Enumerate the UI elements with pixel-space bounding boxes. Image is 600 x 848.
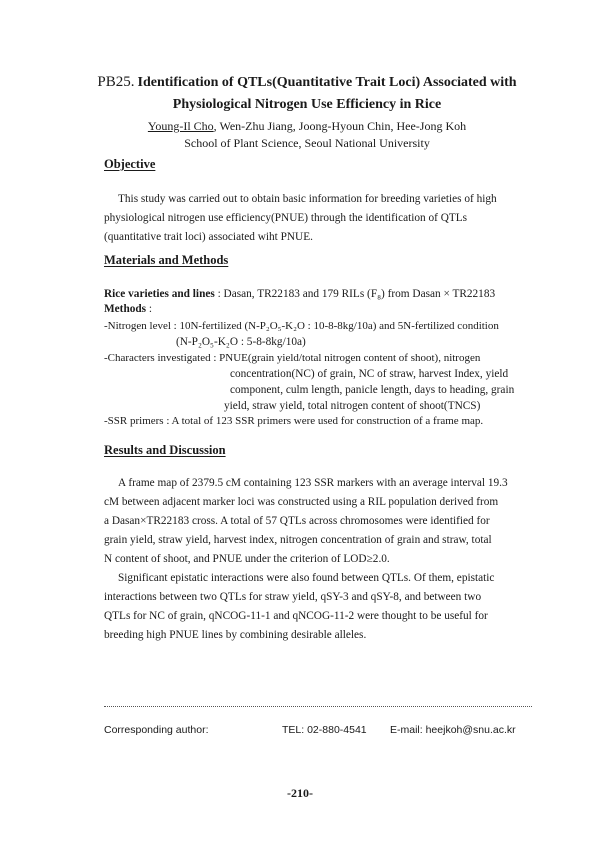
characters-line-3: component, culm length, panicle length, days to heading, grain — [230, 384, 515, 396]
results-line: breeding high PNUE lines by combining desirable alleles. — [104, 629, 367, 641]
results-paragraph-2 — [104, 569, 532, 645]
first-author: Young-Il Cho — [147, 119, 214, 133]
methods-colon: : — [146, 303, 153, 315]
results-line: a Dasan×TR22183 cross. A total of 57 QTLs across chromosomes were identified for — [104, 515, 490, 527]
objective-heading: Objective — [104, 157, 156, 171]
results-line: interactions between two QTLs for straw yield, qSY-3 and qSY-8, and between two — [104, 591, 482, 603]
results-line: QTLs for NC of grain, qNCOG-11-1 and qNCOG-11-2 were thought to be useful for — [104, 610, 488, 622]
other-authors: , Wen-Zhu Jiang, Joong-Hyoun Chin, Hee-Jong Koh — [213, 119, 467, 133]
title-block — [72, 72, 542, 151]
objective-line: physiological nitrogen use efficiency(PNUE) through the identification of QTLs — [104, 212, 468, 224]
results-line: Significant epistatic interactions were also found between QTLs. Of them, epistatic — [118, 572, 495, 584]
abstract-code: PB25. — [97, 74, 135, 90]
results-paragraph-1 — [104, 474, 532, 569]
rice-varieties-label: Rice varieties and lines — [104, 288, 215, 300]
methods-heading: Materials and Methods — [104, 253, 229, 267]
results-line: N content of shoot, and PNUE under the criterion of LOD≥2.0. — [104, 553, 390, 565]
page-number: -210- — [287, 786, 313, 800]
nitrogen-level-line-2: (N-P₂O₅-K₂O : 5-8-8kg/10a) — [176, 336, 306, 348]
results-line: grain yield, straw yield, harvest index, nitrogen concentration of grain and straw, total — [104, 534, 492, 546]
title-line-2: Physiological Nitrogen Use Efficiency in Rice — [172, 97, 442, 112]
author-list — [72, 118, 542, 135]
characters-line-4: yield, straw yield, total nitrogen content of shoot(TNCS) — [224, 400, 481, 412]
title-text-1: Identification of QTLs(Quantitative Trait Loci) Associated with — [137, 75, 517, 90]
nitrogen-level-line-1: -Nitrogen level : 10N-fertilized (N-P₂O₅-K₂O : 10-8-8kg/10a) and 5N-fertilized condition — [104, 320, 499, 332]
characters-line-2: concentration(NC) of grain, NC of straw, harvest Index, yield — [230, 368, 509, 380]
characters-line-1: -Characters investigated : PNUE(grain yield/total nitrogen content of shoot), nitrogen — [104, 352, 481, 364]
rice-varieties-text: : Dasan, TR22183 and 179 RILs (F₈) from Dasan × TR22183 — [214, 288, 496, 300]
telephone: TEL: 02-880-4541 — [282, 724, 367, 736]
corresponding-author-label: Corresponding author: — [104, 724, 209, 736]
ssr-primers-line: -SSR primers : A total of 123 SSR primers were used for construction of a frame map. — [104, 415, 484, 427]
objective-line: This study was carried out to obtain basic information for breeding varieties of high — [118, 193, 497, 205]
footer-divider — [104, 706, 532, 707]
results-heading: Results and Discussion — [104, 443, 226, 457]
title-line-1 — [72, 72, 542, 93]
objective-line: (quantitative trait loci) associated wiht PNUE. — [104, 231, 313, 243]
results-line: A frame map of 2379.5 cM containing 123 SSR markers with an average interval 19.3 — [118, 477, 508, 489]
results-line: cM between adjacent marker loci was constructed using a RIL population derived from — [104, 496, 499, 508]
methods-label: Methods — [104, 303, 147, 315]
affiliation: School of Plant Science, Seoul National University — [184, 136, 430, 150]
email: E-mail: heejkoh@snu.ac.kr — [390, 724, 516, 736]
objective-paragraph — [104, 190, 532, 247]
